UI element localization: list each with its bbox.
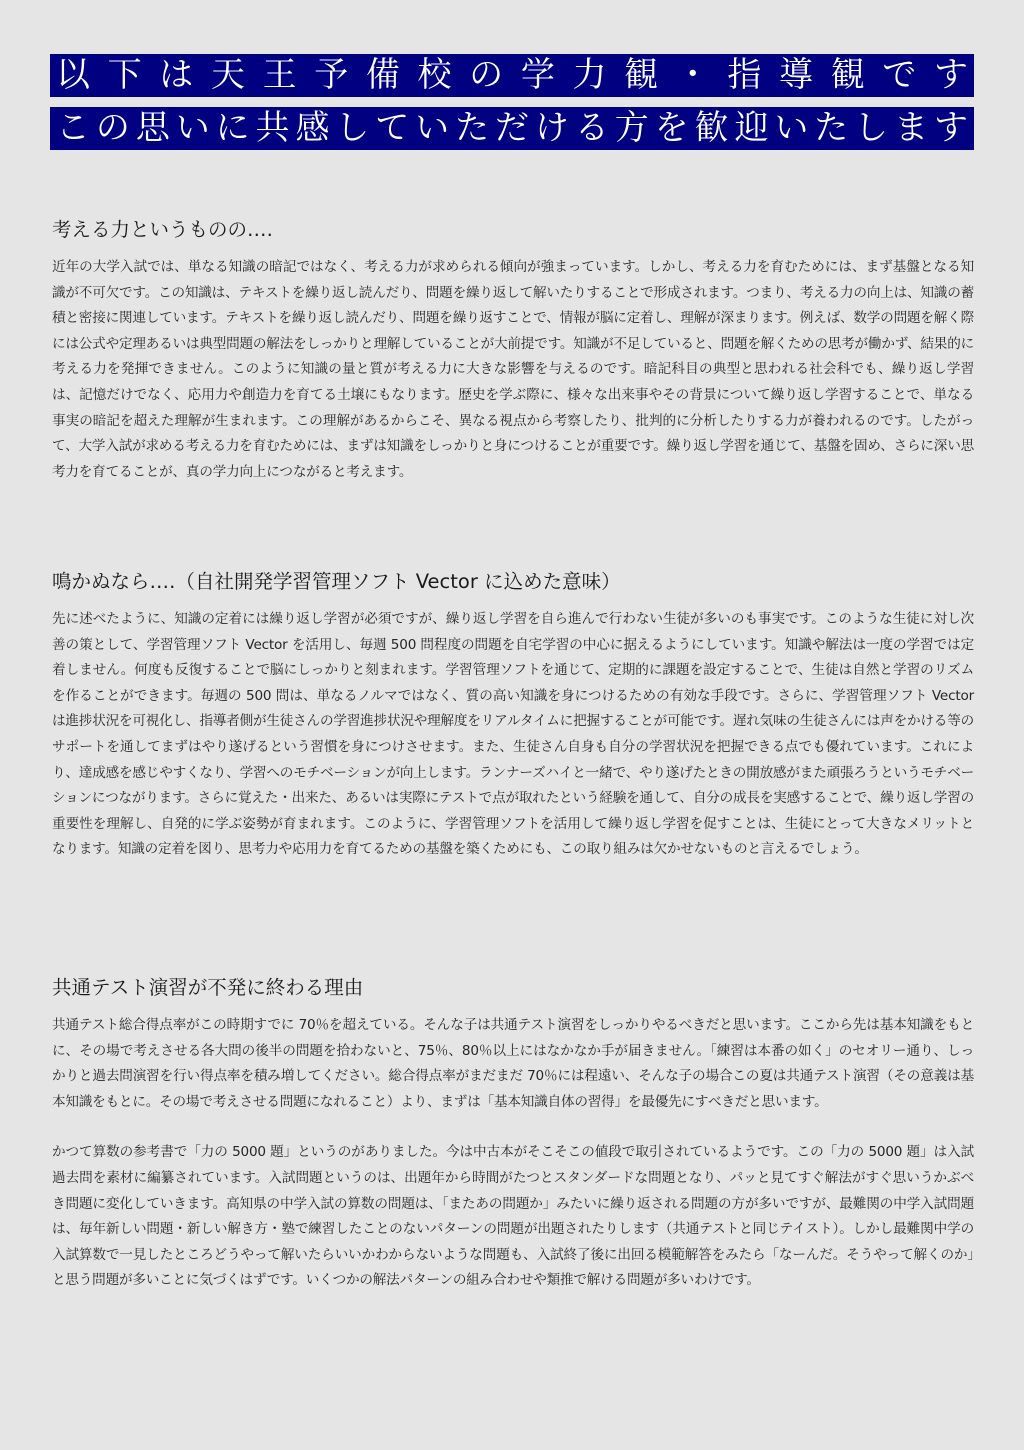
banner-line-2: この思いに共感していただける方を歓迎いたします [50, 107, 974, 150]
section-paragraph: 共通テスト総合得点率がこの時期すでに 70％を超えている。そんな子は共通テスト演習をしっかりやるべきだと思います。ここから先は基本知識をもとに、その場で考えさせる各大問の後半の問題を拾わないと、75％、80％以上にはなかなか手が届きません。「練習は本番の如く」のセオリー通り、しっかりと過去問演習を行い得点率を積み増してください。総合得点率がまだまだ 70％には程遠い、そんな子の場合この夏は共通テスト演習（その意義は基本知識をもとに。その場で考えさせる問題になれること）より、まずは「基本知識自体の習得」を最優先にすべきだと思います。 [52, 1017, 974, 1110]
section-heading: 鳴かぬなら‥‥（自社開発学習管理ソフト Vector に込めた意味） [52, 570, 621, 593]
section-paragraph: 近年の大学入試では、単なる知識の暗記ではなく、考える力が求められる傾向が強まっています。しかし、考える力を育むためには、まず基盤となる知識が不可欠です。この知識は、テキストを繰り返し読んだり、問題を繰り返して解いたりすることで形成されます。つまり、考える力の向上は、知識の蓄積と密接に関連しています。テキストを繰り返し読んだり、問題を繰り返すことで、情報が脳に定着し、理解が深まります。例えば、数学の問題を解く際には公式や定理あるいは典型問題の解法をしっかりと理解していることが大前提です。知識が不足していると、問題を解くための思考が働かず、結果的に考える力を発揮できません。このように知識の量と質が考える力に大きな影響を与えるのです。暗記科目の典型と思われる社会科でも、繰り返し学習は、記憶だけでなく、応用力や創造力を育てる土壌にもなります。歴史を学ぶ際に、様々な出来事やその背景について繰り返し学習することで、単なる事実の暗記を超えた理解が生まれます。この理解があるからこそ、異なる視点から考察したり、批判的に分析したりする力が養われるのです。したがって、大学入試が求める考える力を育むためには、まずは知識をしっかりと身につけることが重要です。繰り返し学習を通じて、基盤を固め、さらに深い思考力を育てることが、真の学力向上につながると考えます。 [52, 259, 974, 480]
section-heading: 考える力というものの‥‥ [52, 218, 274, 241]
section-paragraph: 先に述べたように、知識の定着には繰り返し学習が必須ですが、繰り返し学習を自ら進んで行わない生徒が多いのも事実です。このような生徒に対し次善の策として、学習管理ソフト Vector を活用し、毎週 500 問程度の問題を自宅学習の中心に据えるようにしています。知識や解法は一度の学習では定着しません。何度も反復することで脳にしっかりと刻まれます。学習管理ソフトを通じて、定期的に課題を設定することで、生徒は自然と学習のリズムを作ることができます。毎週の 500 問は、単なるノルマではなく、質の高い知識を身につけるための有効な手段です。さらに、学習管理ソフト Vector は進捗状況を可視化し、指導者側が生徒さんの学習進捗状況や理解度をリアルタイムに把握することが可能です。遅れ気味の生徒さんには声をかける等のサポートを通してまずはやり遂げるという習慣を身につけさせます。また、生徒さん自身も自分の学習状況を把握できる点でも優れています。これにより、達成感を感じやすくなり、学習へのモチベーションが向上します。ランナーズハイと一緒で、やり遂げたときの開放感がまた頑張ろうというモチベーションにつながります。さらに覚えた・出来た、あるいは実際にテストで点が取れたという経験を通して、自分の成長を実感することで、繰り返し学習の重要性を理解し、自発的に学ぶ姿勢が育まれます。このように、学習管理ソフトを活用して繰り返し学習を促すことは、生徒にとって大きなメリットとなります。知識の定着を図り、思考力や応用力を育てるための基盤を築くためにも、この取り組みは欠かせないものと言えるでしょう。 [52, 611, 974, 858]
section-thinking-ability [52, 216, 974, 485]
section-paragraph: かつて算数の参考書で「力の 5000 題」というのがありました。今は中古本がそこそこの値段で取引されているようです。この「力の 5000 題」は入試過去問を素材に編纂されています。入試問題というのは、出題年から時間がたつとスタンダードな問題となり、パッと見てすぐ解法がすぐ思いうかぶべき問題に変化していきます。高知県の中学入試の算数の問題は、「またあの問題か」みたいに繰り返される問題の方が多いですが、最難関の中学入試問題は、毎年新しい問題・新しい解き方・塾で練習したことのないパターンの問題が出題されたりします（共通テストと同じテイスト）。しかし最難関中学の入試算数で一見したところどうやって解いたらいいかわからないような問題も、入試終了後に出回る模範解答をみたら「なーんだ。そうやって解くのか」と思う問題が多いことに気づくはずです。いくつかの解法パターンの組み合わせや類推で解ける問題が多いわけです。 [52, 1144, 974, 1289]
section-vector-software [52, 568, 974, 863]
section-heading: 共通テスト演習が不発に終わる理由 [52, 976, 364, 999]
section-common-test-practice [52, 974, 974, 1294]
banner-line-1: 以下は天王予備校の学力観・指導観です [50, 54, 974, 97]
